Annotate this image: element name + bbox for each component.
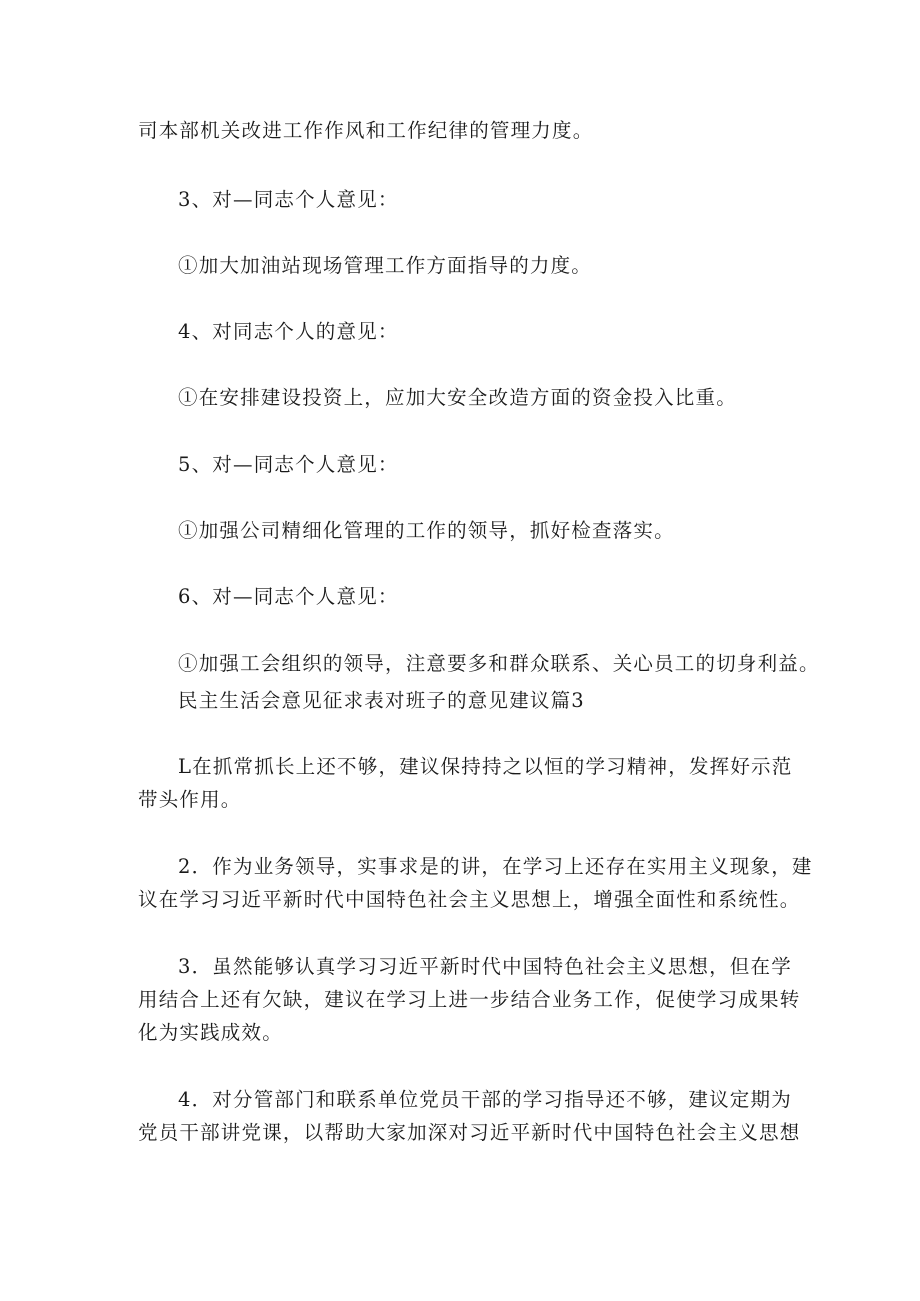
suggestion-3-line-1: 3．虽然能够认真学习习近平新时代中国特色社会主义思想，但在学 — [178, 955, 792, 978]
suggestion-1-line-1: L在抓常抓长上还不够，建议保持持之以恒的学习精神，发挥好示范 — [178, 755, 793, 778]
suggestion-2-line-2: 议在学习习近平新时代中国特色社会主义思想上，增强全面性和系统性。 — [138, 888, 801, 911]
text-line-continuation: 司本部机关改进工作作风和工作纪律的管理力度。 — [138, 119, 594, 142]
suggestion-3-line-3: 化为实践成效。 — [138, 1021, 283, 1044]
section-heading-5: 5、对—同志个人意见： — [178, 453, 399, 476]
suggestion-2-line-1: 2．作为业务领导，实事求是的讲，在学习上还存在实用主义现象，建 — [178, 855, 813, 878]
suggestion-4-line-2: 党员干部讲党课，以帮助大家加深对习近平新时代中国特色社会主义思想 — [138, 1121, 801, 1144]
opinion-item-5: ①加强公司精细化管理的工作的领导，抓好检查落实。 — [178, 519, 675, 542]
section-heading-4: 4、对同志个人的意见： — [178, 320, 399, 343]
suggestion-1-line-2: 带头作用。 — [138, 788, 242, 811]
article-title: 民主生活会意见征求表对班子的意见建议篇3 — [178, 689, 585, 712]
suggestion-3-line-2: 用结合上还有欠缺，建议在学习上进一步结合业务工作，促使学习成果转 — [138, 988, 801, 1011]
suggestion-4-line-1: 4．对分管部门和联系单位党员干部的学习指导还不够，建议定期为 — [178, 1088, 792, 1111]
section-heading-3: 3、对—同志个人意见： — [178, 188, 399, 211]
section-heading-6: 6、对—同志个人意见： — [178, 585, 399, 608]
opinion-item-6: ①加强工会组织的领导，注意要多和群众联系、关心员工的切身利益。 — [178, 652, 820, 675]
opinion-item-4: ①在安排建设投资上，应加大安全改造方面的资金投入比重。 — [178, 386, 737, 409]
opinion-item-3: ①加大加油站现场管理工作方面指导的力度。 — [178, 254, 593, 277]
